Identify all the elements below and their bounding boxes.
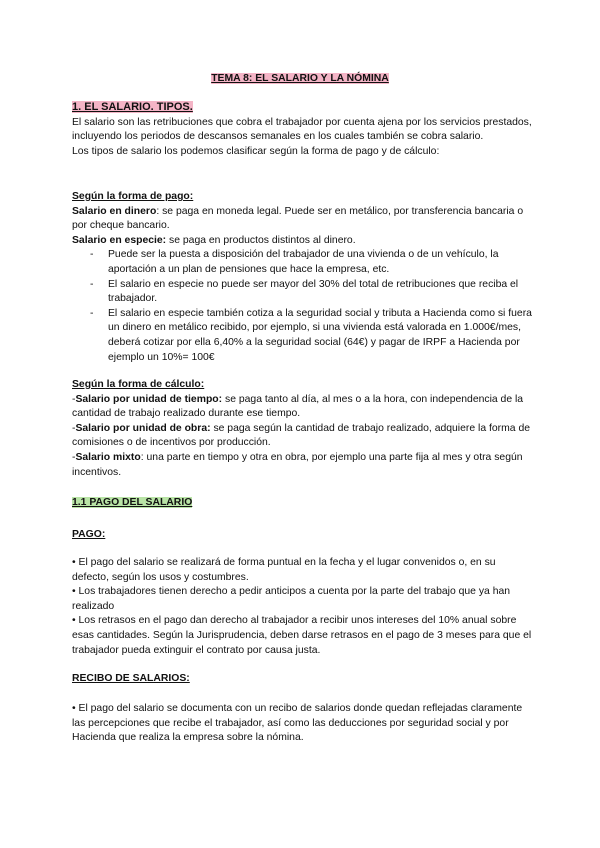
recibo-list xyxy=(72,702,532,746)
list-item: • El pago del salario se realizará de forma puntual en la fecha y el lugar convenidos o, en su defecto, según los usos y costumbres. xyxy=(72,557,496,583)
salario-mixto-paragraph: -Salario mixto: una parte en tiempo y otra en obra, por ejemplo una parte fija al mes y otra según incentivos. xyxy=(72,451,523,478)
list-item: • Los trabajadores tienen derecho a pedir anticipos a cuenta por la parte del trabajo que ya han realizado xyxy=(72,586,511,612)
section-salario xyxy=(72,100,532,159)
subsection-forma-pago xyxy=(72,190,532,365)
section-heading-pago-salario: 1.1 PAGO DEL SALARIO xyxy=(72,497,193,508)
salario-especie-label: Salario en especie: xyxy=(72,234,167,246)
list-item: - El salario en especie no puede ser mayor del 30% del total de retribuciones que reciba el trabajador. xyxy=(72,278,532,307)
list-item: • El pago del salario se documenta con un recibo de salarios donde quedan reflejadas claramente las percepciones que recibe el trabajador, así como las deducciones por seguridad social y por Hacienda que realiza la empresa sobre la nómina. xyxy=(72,703,523,744)
section-heading-salario: 1. EL SALARIO. TIPOS. xyxy=(72,101,193,113)
salario-mixto-label: Salario mixto xyxy=(75,451,141,463)
salario-obra-paragraph: -Salario por unidad de obra: se paga según la cantidad de trabajo realizado, adquiere la forma de comisiones o de incentivos por producción. xyxy=(72,422,531,449)
document-title: TEMA 8: EL SALARIO Y LA NÓMINA xyxy=(211,73,389,84)
subsection-forma-calculo xyxy=(72,378,532,480)
subheading-forma-pago: Según la forma de pago: xyxy=(72,191,194,202)
salario-definition: El salario son las retribuciones que cobra el trabajador por cuenta ajena por los servicios prestados, incluyendo los periodos de descansos semanales en los cuales también se cobra salario. xyxy=(72,116,532,143)
salario-dinero-paragraph: Salario en dinero: se paga en moneda legal. Puede ser en metálico, por transferencia bancaria o por cheque bancario. xyxy=(72,205,524,232)
pago-list xyxy=(72,556,532,658)
salario-dinero-label: Salario en dinero xyxy=(72,205,157,217)
list-item: • Los retrasos en el pago dan derecho al trabajador a recibir unos intereses del 10% anual sobre esas cantidades. Según la Jurisprudencia, deben darse retrasos en el pago de 3 meses para que el trabajador pueda extinguir el contrato por causa justa. xyxy=(72,615,532,656)
subsection-pago xyxy=(72,528,532,543)
salario-tiempo-paragraph: -Salario por unidad de tiempo: se paga tanto al día, al mes o a la hora, con independencia de la cantidad de trabajo realizado durante ese tiempo. xyxy=(72,393,524,420)
list-item: - El salario en especie también cotiza a la seguridad social y tributa a Hacienda como si fuera un dinero en metálico recibido, por ejemplo, si una vivienda está valorada en 1.000€/mes, deberá cotizar por ella 6,40% a la seguridad social (64€) y pagar de IRPF a Hacienda por ejemplo un 10%= 100€ xyxy=(72,307,532,365)
salario-obra-label: Salario por unidad de obra: xyxy=(75,422,211,434)
salario-types-intro: Los tipos de salario los podemos clasificar según la forma de pago y de cálculo: xyxy=(72,145,440,157)
salario-tiempo-label: Salario por unidad de tiempo: xyxy=(75,393,223,405)
list-item: - Puede ser la puesta a disposición del trabajador de una vivienda o de un vehículo, la aportación a un plan de pensiones que hace la empresa, etc. xyxy=(72,248,532,277)
subheading-recibo-salarios: RECIBO DE SALARIOS: xyxy=(72,673,190,684)
salario-especie-paragraph: Salario en especie: se paga en productos distintos al dinero. xyxy=(72,234,356,246)
subsection-recibo xyxy=(72,672,532,687)
especie-list xyxy=(72,248,532,365)
subheading-forma-calculo: Según la forma de cálculo: xyxy=(72,379,205,390)
subheading-pago: PAGO: xyxy=(72,529,106,540)
section-pago-salario xyxy=(72,496,532,511)
